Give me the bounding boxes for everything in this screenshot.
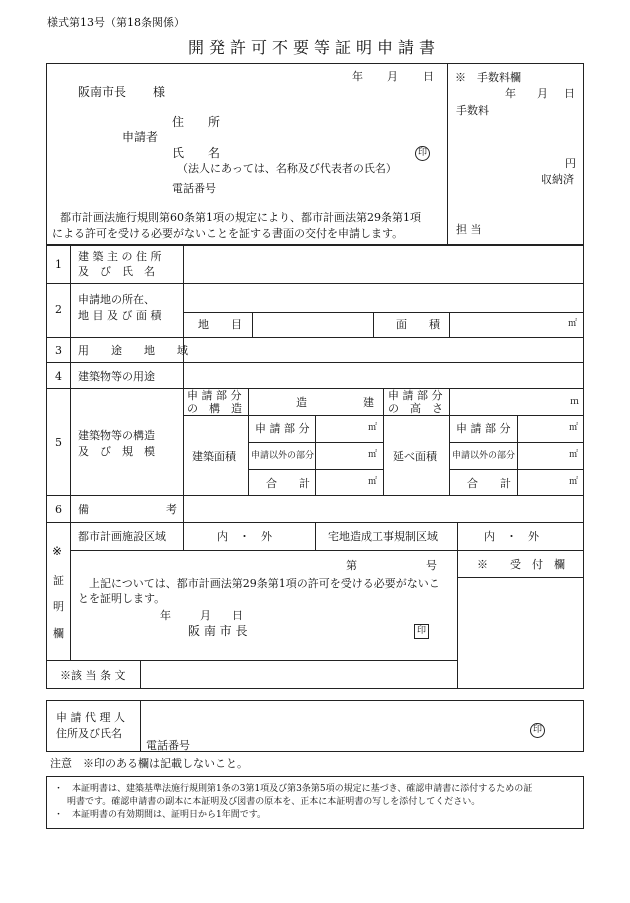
- fee-date-day: 日: [564, 87, 575, 100]
- facility-label: 都市計画施設区域: [78, 530, 166, 543]
- agent-phone-label: 電話番号: [146, 739, 190, 752]
- row-3-number: 3: [55, 344, 62, 357]
- build-shinsei-label: 申 請 部 分: [255, 422, 310, 435]
- row-1-label-line-2: 及 び 氏 名: [78, 265, 155, 278]
- cert-date-month: 月: [200, 609, 211, 622]
- mayor-seal-icon: 印: [414, 624, 429, 639]
- build-total-label: 合 計: [266, 477, 310, 490]
- seal-icon: 印: [415, 146, 430, 161]
- applicant-label: 申請者: [122, 130, 159, 144]
- cert-dai: 第: [346, 559, 357, 572]
- cert-mayor: 阪 南 市 長: [188, 624, 248, 638]
- cert-side-2: 明: [53, 600, 64, 613]
- floor-shinsei-label: 申 請 部 分: [456, 422, 511, 435]
- form-number: 様式第13号（第18条関係）: [47, 16, 185, 29]
- cert-gou: 号: [426, 559, 437, 572]
- cert-text-line-2: とを証明します。: [78, 592, 166, 605]
- fee-yen: 円: [565, 157, 576, 170]
- agent-label-line-1: 申 請 代 理 人: [56, 711, 125, 724]
- row-4-number: 4: [55, 370, 62, 383]
- agent-box: [46, 700, 584, 752]
- bullet-1-line-2: 明書です。確認申請書の副本に本証明及び図書の原本を、正本に本証明書の写しを添付してください。: [67, 797, 481, 807]
- row-6-number: 6: [55, 503, 62, 516]
- row-3-label: 用 途 地 域: [78, 344, 188, 357]
- row-2-number: 2: [55, 303, 62, 316]
- area-unit: ㎡: [568, 319, 578, 329]
- build-other-unit: ㎡: [368, 450, 378, 460]
- fee-date-month: 月: [537, 87, 548, 100]
- floor-total-label: 合 計: [467, 477, 511, 490]
- row-4-label: 建築物等の用途: [78, 370, 155, 383]
- document-title: 開発許可不要等証明申請書: [188, 38, 441, 57]
- cert-side-1: 証: [53, 574, 64, 587]
- fee-date-year: 年: [505, 87, 516, 100]
- agent-label-line-2: 住所及び氏名: [56, 727, 122, 740]
- cert-date-year: 年: [160, 609, 171, 622]
- row-2-label-line-2: 地 目 及 び 面 積: [78, 309, 162, 322]
- facility-inout: 内 ・ 外: [217, 530, 272, 543]
- menseki-label: 面 積: [396, 318, 440, 331]
- build-total-unit: ㎡: [368, 477, 378, 487]
- building-area-label: 建築面積: [192, 450, 236, 463]
- fee-title: ※ 手数料欄: [455, 71, 521, 84]
- floor-other-unit: ㎡: [569, 450, 579, 460]
- row-1-label-line-1: 建 築 主 の 住 所: [78, 250, 162, 263]
- phone-label: 電話番号: [172, 182, 216, 195]
- structure-zou: 造: [296, 396, 307, 409]
- structure-ken: 建: [363, 396, 374, 409]
- floor-shinsei-unit: ㎡: [569, 423, 579, 433]
- structure-header-line-2: の 構 造: [187, 402, 242, 415]
- chimoku-label: 地 目: [198, 318, 242, 331]
- row-6-label: 備 考: [78, 503, 177, 516]
- name-note: （法人にあっては、名称及び代表者の氏名）: [177, 162, 397, 175]
- floor-area-label: 延べ面積: [393, 450, 437, 463]
- date-month: 月: [387, 70, 398, 83]
- cert-text-line-1: 上記については、都市計画法第29条第1項の許可を受ける必要がないこ: [89, 577, 440, 590]
- row-1-number: 1: [55, 258, 62, 271]
- name-label: 氏 名: [172, 146, 221, 160]
- build-other-label: 申請以外の部分: [251, 451, 315, 461]
- article-label: ※該 当 条 文: [60, 669, 126, 682]
- agent-seal-icon: 印: [530, 723, 545, 738]
- date-day: 日: [423, 70, 434, 83]
- structure-header-line-1: 申 請 部 分: [187, 389, 242, 402]
- height-header-line-2: の 高 さ: [388, 402, 443, 415]
- height-unit: ｍ: [570, 397, 580, 407]
- bullet-1-line-1: ・ 本証明書は、建築基準法施行規則第1条の3第1項及び第3条第5項の規定に基づき、確認申請書に添付するための証: [54, 784, 533, 794]
- takuchi-inout: 内 ・ 外: [484, 530, 539, 543]
- fee-paid: 収納済: [541, 173, 574, 186]
- receipt-title: ※ 受 付 欄: [477, 558, 565, 571]
- row-5-number: 5: [55, 436, 62, 449]
- addressee-honorific: 様: [153, 85, 166, 99]
- build-shinsei-unit: ㎡: [368, 423, 378, 433]
- row-5-label-line-2: 及 び 規 模: [78, 445, 155, 458]
- statement-line-2: による許可を受ける必要がないことを証する書面の交付を申請します。: [52, 227, 404, 240]
- row-2-label-line-1: 申請地の所在、: [78, 293, 155, 306]
- fee-label: 手数料: [456, 104, 489, 117]
- floor-total-unit: ㎡: [569, 477, 579, 487]
- cert-mark: ※: [52, 544, 63, 558]
- cert-side-3: 欄: [53, 627, 64, 640]
- addressee: 阪南市長: [78, 85, 127, 99]
- fee-staff: 担 当: [456, 223, 482, 236]
- takuchi-label: 宅地造成工事規制区域: [328, 530, 438, 543]
- date-year: 年: [352, 70, 363, 83]
- floor-other-label: 申請以外の部分: [452, 451, 516, 461]
- address-label: 住 所: [172, 115, 221, 129]
- bullet-2: ・ 本証明書の有効期間は、証明日から1年間です。: [54, 810, 267, 820]
- statement-line-1: 都市計画法施行規則第60条第1項の規定により、都市計画法第29条第1項: [60, 211, 421, 224]
- cert-date-day: 日: [232, 609, 243, 622]
- note: 注意 ※印のある欄は記載しないこと。: [50, 757, 248, 770]
- row-5-label-line-1: 建築物等の構造: [78, 429, 155, 442]
- height-header-line-1: 申 請 部 分: [388, 389, 443, 402]
